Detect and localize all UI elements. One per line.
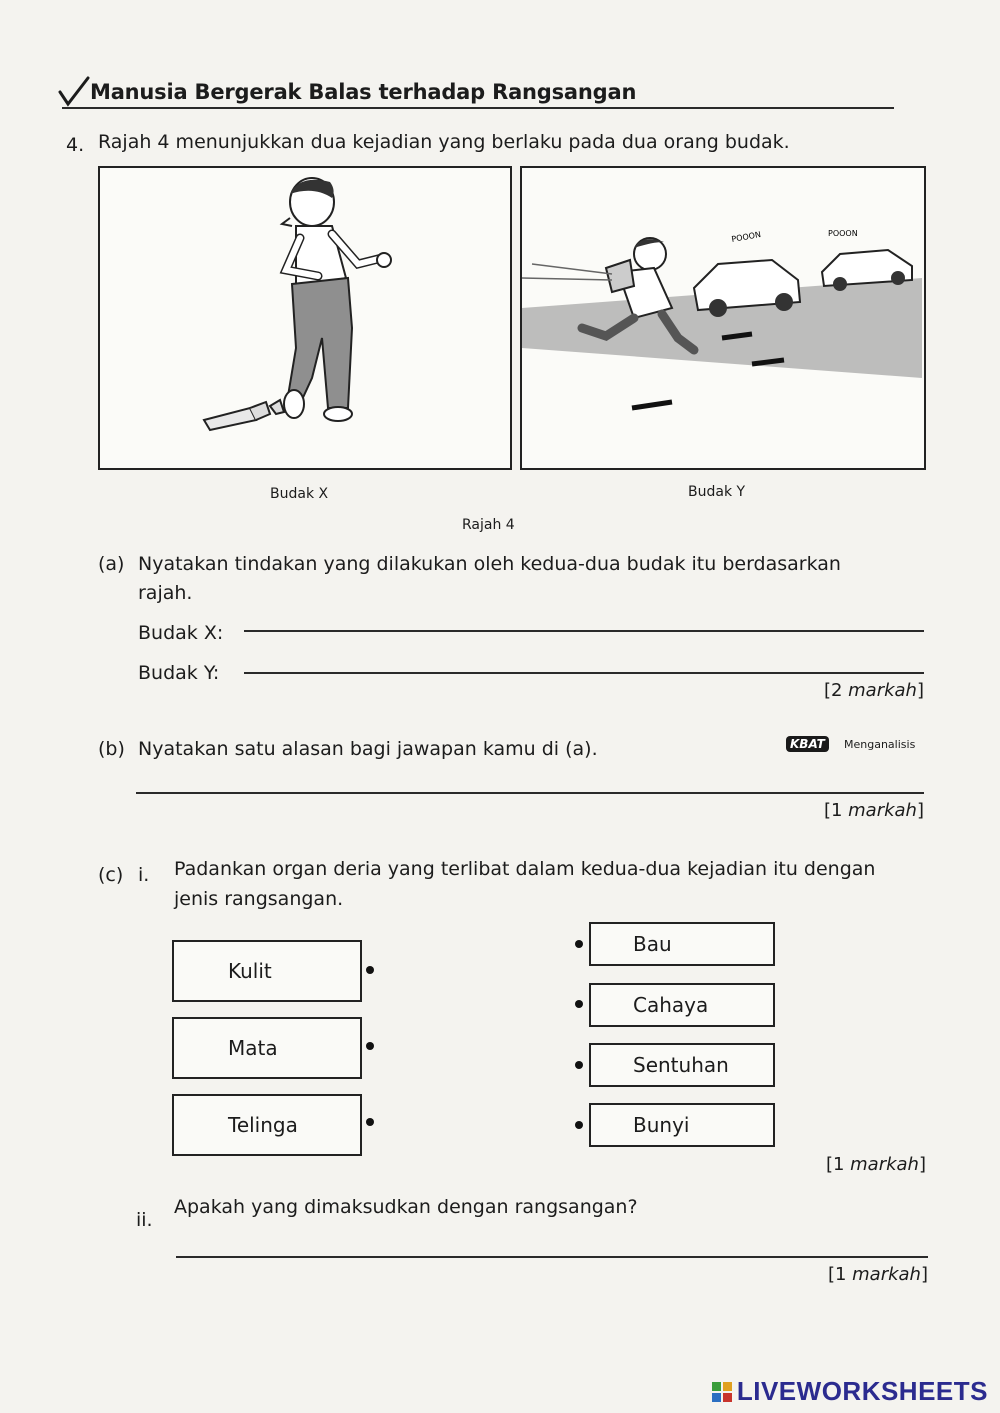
- part-c-ii-marks-open: [1: [827, 1264, 853, 1285]
- heading-rule: [62, 107, 894, 109]
- footer-brand: LIVEWORKSHEETS: [736, 1376, 988, 1406]
- part-a-text-line-1: Nyatakan tindakan yang dilakukan oleh kedua-dua budak itu berdasarkan: [138, 553, 841, 575]
- part-a-marks-open: [2: [823, 680, 849, 701]
- organ-label: Mata: [228, 1036, 278, 1060]
- figure-panel-budak-x: [98, 166, 512, 470]
- part-c-i-marks: [826, 1154, 926, 1175]
- organ-box-mata[interactable]: [172, 1017, 362, 1079]
- part-a-text-line-2: rajah.: [138, 582, 193, 604]
- caption-budak-x: Budak X: [270, 486, 329, 502]
- answer-line-budak-y[interactable]: [244, 672, 924, 674]
- part-c-i-marks-open: [1: [825, 1154, 851, 1175]
- stimulus-label: Sentuhan: [633, 1053, 729, 1077]
- stimulus-box-bau[interactable]: [589, 922, 775, 966]
- part-b-marks: [824, 800, 924, 821]
- car-horn-sound-2: POOON: [828, 229, 858, 238]
- car-horn-sound-1: POOON: [730, 229, 762, 244]
- organ-connector-dot-mata[interactable]: [366, 1042, 374, 1050]
- organ-box-telinga[interactable]: [172, 1094, 362, 1156]
- part-b-marks-word: markah: [848, 800, 917, 821]
- checkmark-icon: [56, 74, 92, 110]
- question-number: 4.: [66, 134, 85, 156]
- kbat-badge-label: Menganalisis: [844, 738, 916, 751]
- stimulus-label: Bunyi: [633, 1113, 690, 1137]
- stimulus-box-bunyi[interactable]: [589, 1103, 775, 1147]
- part-c-i-marks-word: markah: [850, 1154, 919, 1175]
- figure-caption: Rajah 4: [462, 517, 515, 533]
- stimulus-connector-dot-cahaya[interactable]: [575, 1000, 583, 1008]
- part-c-ii-marks: [828, 1264, 928, 1285]
- budak-x-label: Budak X:: [138, 622, 224, 644]
- part-a-marks-word: markah: [848, 680, 917, 701]
- budak-y-label: Budak Y:: [138, 662, 220, 684]
- stimulus-label: Cahaya: [633, 993, 709, 1017]
- answer-line-part-c-ii[interactable]: [176, 1256, 928, 1258]
- organ-connector-dot-kulit[interactable]: [366, 966, 374, 974]
- stimulus-connector-dot-bunyi[interactable]: [575, 1121, 583, 1129]
- boy-stepping-on-glass-illustration: [100, 168, 510, 468]
- stimulus-label: Bau: [633, 932, 672, 956]
- part-a-marks: [824, 680, 924, 701]
- part-b-text: Nyatakan satu alasan bagi jawapan kamu di (a).: [138, 738, 598, 760]
- part-c-i-text-line-2: jenis rangsangan.: [174, 888, 344, 910]
- organ-label: Kulit: [228, 959, 272, 983]
- part-b-label: (b): [98, 738, 125, 760]
- stimulus-connector-dot-sentuhan[interactable]: [575, 1061, 583, 1069]
- part-c-ii-label: ii.: [136, 1209, 153, 1231]
- part-c-label: (c): [98, 864, 124, 886]
- figure-panel-budak-y: [520, 166, 926, 470]
- part-c-i-label: i.: [138, 864, 150, 886]
- stimulus-box-sentuhan[interactable]: [589, 1043, 775, 1087]
- organ-connector-dot-telinga[interactable]: [366, 1118, 374, 1126]
- boy-jumping-from-cars-illustration: [522, 168, 924, 468]
- answer-line-budak-x[interactable]: [244, 630, 924, 632]
- stimulus-connector-dot-bau[interactable]: [575, 940, 583, 948]
- part-a-marks-close: ]: [916, 680, 924, 701]
- section-heading: Manusia Bergerak Balas terhadap Rangsangan: [90, 80, 637, 104]
- part-c-ii-text: Apakah yang dimaksudkan dengan rangsangan?: [174, 1196, 638, 1218]
- part-a-label: (a): [98, 553, 125, 575]
- part-c-i-marks-close: ]: [918, 1154, 926, 1175]
- stimulus-box-cahaya[interactable]: [589, 983, 775, 1027]
- question-stem: Rajah 4 menunjukkan dua kejadian yang berlaku pada dua orang budak.: [98, 131, 790, 153]
- part-b-marks-close: ]: [916, 800, 924, 821]
- part-c-i-text-line-1: Padankan organ deria yang terlibat dalam kedua-dua kejadian itu dengan: [174, 858, 876, 880]
- part-c-ii-marks-word: markah: [852, 1264, 921, 1285]
- caption-budak-y: Budak Y: [688, 484, 746, 500]
- organ-label: Telinga: [228, 1113, 298, 1137]
- part-b-marks-open: [1: [823, 800, 849, 821]
- part-c-ii-marks-close: ]: [920, 1264, 928, 1285]
- organ-box-kulit[interactable]: [172, 940, 362, 1002]
- kbat-badge: KBAT: [786, 736, 829, 752]
- liveworksheets-icon: [711, 1381, 733, 1403]
- answer-line-part-b[interactable]: [136, 792, 924, 794]
- liveworksheets-logo: [711, 1376, 988, 1407]
